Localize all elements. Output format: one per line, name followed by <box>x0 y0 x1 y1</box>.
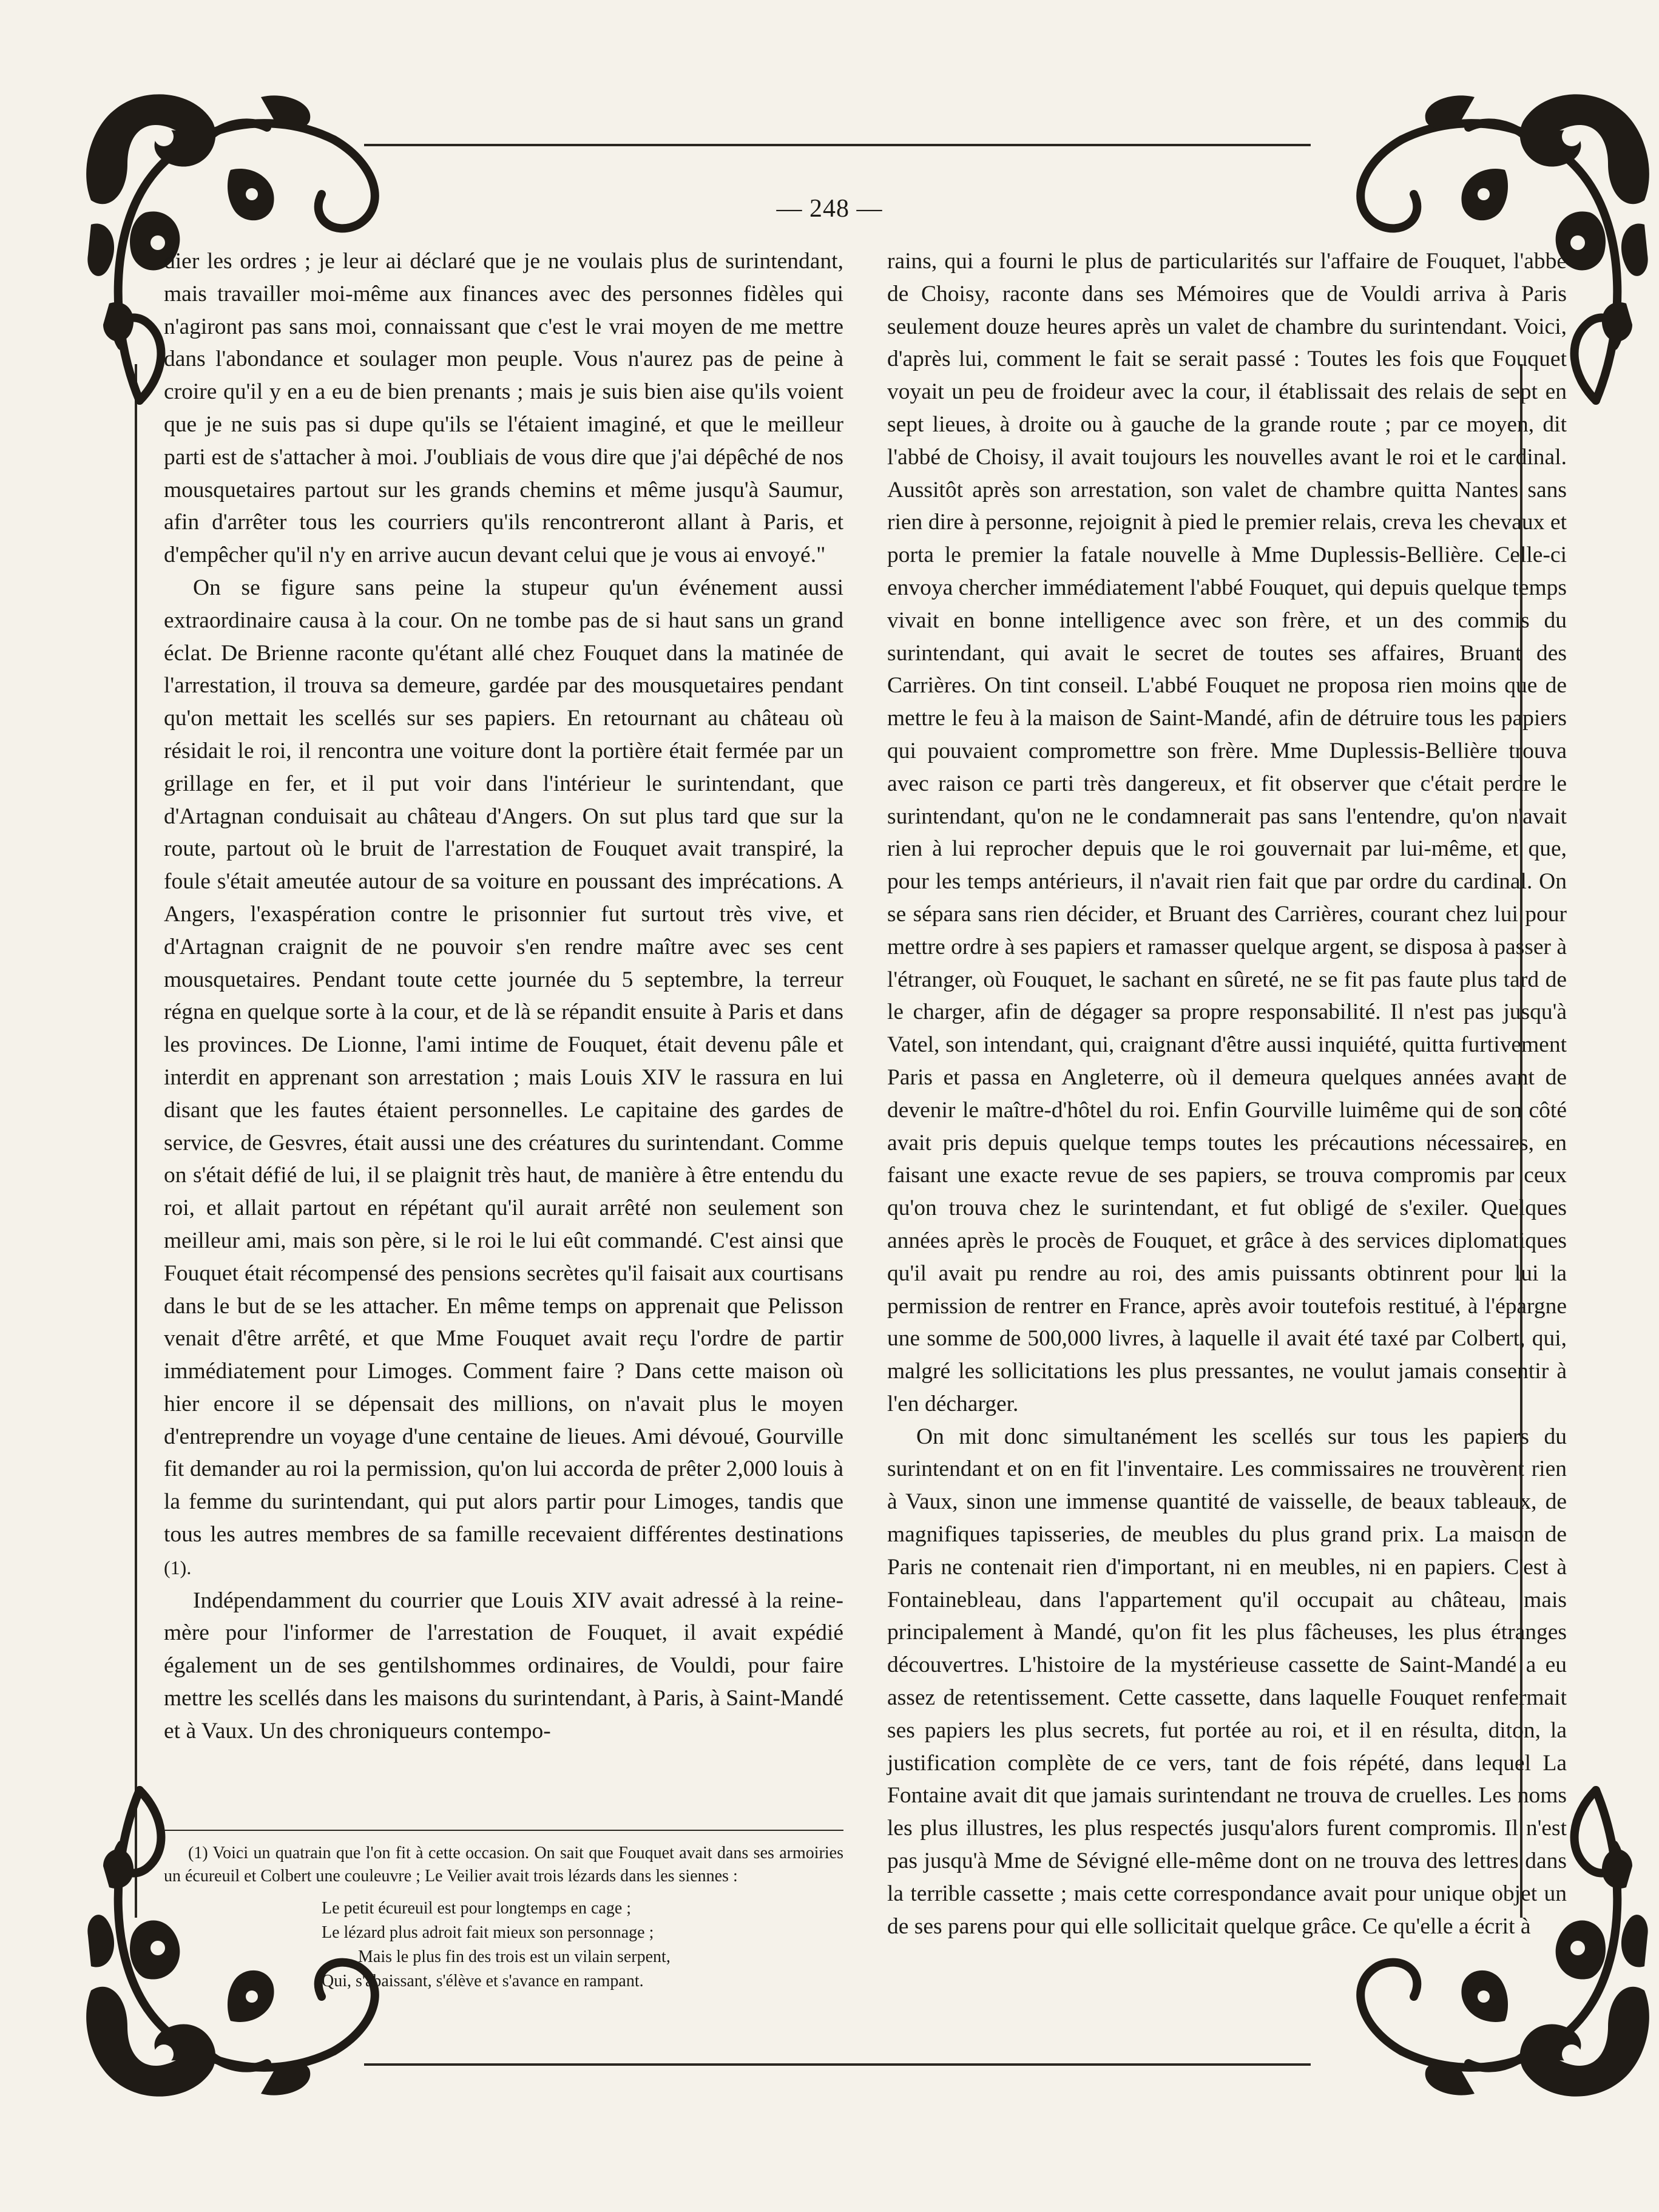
poem-line: Le petit écureuil est pour longtemps en cage ; <box>322 1899 632 1918</box>
footnote-reference: (1). <box>164 1556 192 1578</box>
paragraph: Indépendamment du courrier que Louis XIV avait adressé à la reine-mère pour l'informer de l'arrestation de Fouquet, il avait expédié également un de ses gentilshommes ordinaires, de Vouldi, pour faire mettre les scellés dans les maisons du surintendant, à Paris, à Saint-Mandé et à Vaux. Un des chroniqueurs contempo- <box>164 1588 843 1744</box>
frame-rule-left <box>135 364 137 1918</box>
paragraph-text: On se figure sans peine la stupeur qu'un événement aussi extraordinaire causa à la cour. On ne tombe pas de si haut sans un grand éclat. De Brienne raconte qu'étant allé chez Fouquet dans la matinée de l'arrestation, il trouva sa demeure, gardée par des mousquetaires pendant qu'on mettait les scellés sur ses papiers. En retournant au château où résidait le roi, il rencontra une voiture dont la portière était fermée par un grillage en fer, et il put voir dans l'intérieur le surintendant, que d'Artagnan conduisait au château d'Angers. On sut plus tard que sur la route, partout où le bruit de l'arrestation de Fouquet avait transpiré, la foule s'était ameutée autour de sa voiture en poussant des imprécations. A Angers, l'exaspération contre le prisonnier fut surtout très vive, et d'Artagnan craignit de ne pouvoir s'en rendre maître avec ses cent mousquetaires. Pendant toute cette journée du 5 septembre, la terreur régna en quelque sorte à la cour, et de là se répandit ensuite à Paris et dans les provinces. De Lionne, l'ami intime de Fouquet, était devenu pâle et interdit en apprenant son arrestation ; mais Louis XIV le rassura en lui disant que les fautes étaient personnelles. Le capitaine des gardes de service, de Gesvres, était aussi une des créatures du surintendant. Comme on s'était défié de lui, il se plaignit très haut, de manière à être entendu du roi, et allait partout en répétant qu'il aurait arrêté non seulement son meilleur ami, mais son père, si le roi le lui eût commandé. C'est ainsi que Fouquet était récompensé des pensions secrètes qu'il faisait aux courtisans dans le but de se les attacher. En même temps on apprenait que Pelisson venait d'être arrêté, et que Mme Fouquet avait reçu l'ordre de partir immédiatement pour Limoges. Comment faire ? Dans cette maison où hier encore il se dépensait des millions, on n'avait plus le moyen d'entreprendre un voyage d'une centaine de lieues. Ami dévoué, Gourville fit demander au roi la permission, qu'on lui accorda de prêter 2,000 louis à la femme du surintendant, qui put alors partir pour Limoges, tandis que tous les autres membres de sa famille recevaient différentes destinations <box>164 575 843 1547</box>
right-column <box>887 245 1567 1943</box>
paragraph: rains, qui a fourni le plus de particularités sur l'affaire de Fouquet, l'abbé de Choisy, raconte dans ses Mémoires que de Vouldi arriva à Paris seulement douze heures après un valet de chambre du surintendant. Voici, d'après lui, comment le fait se serait passé : Toutes les fois que Fouquet voyait un peu de froideur avec la cour, il établissait des relais de sept en sept lieues, à droite ou à gauche de la grande route ; par ce moyen, dit l'abbé de Choisy, il avait toujours les nouvelles avant le roi et le cardinal. Aussitôt après son arrestation, son valet de chambre quitta Nantes sans rien dire à personne, rejoignit à pied le premier relais, creva les chevaux et porta le premier la fatale nouvelle à Mme Duplessis-Bellière. Celle-ci envoya chercher immédiatement l'abbé Fouquet, qui depuis quelque temps vivait en bonne intelligence avec son frère, et un des commis du surintendant, qui avait le secret de toutes ses affaires, Bruant des Carrières. On tint conseil. L'abbé Fouquet ne proposa rien moins que de mettre le feu à la maison de Saint-Mandé, afin de détruire tous les papiers qui pouvaient compromettre son frère. Mme Duplessis-Bellière trouva avec raison ce parti très dangereux, et fit observer que c'était perdre le surintendant, qu'on ne le condamnerait pas sans l'entendre, qu'on n'avait rien à lui reprocher depuis que le roi gouvernait par lui-même, et que, pour les temps antérieurs, il n'avait rien fait que par ordre du cardinal. On se sépara sans rien décider, et Bruant des Carrières, courant chez lui pour mettre ordre à ses papiers et ramasser quelque argent, se disposa à passer à l'étranger, où Fouquet, le sachant en sûreté, ne se fit pas faute plus tard de le charger, afin de dégager sa propre responsabilité. Il n'est pas jusqu'à Vatel, son intendant, qui, craignant d'être aussi inquiété, quitta furtivement Paris et passa en Angleterre, où il demeura quelques années avant de devenir le maître-d'hôtel du roi. Enfin Gourville luimême qui de son côté avait pris depuis quelque temps toutes les précautions nécessaires, en faisant une exacte revue de ses papiers, se trouva compromis par ceux qu'on trouva chez le surintendant, et fut obligé de s'exiler. Quelques années après le procès de Fouquet, et grâce à des services diplomatiques qu'il avait pu rendre au roi, des amis puissants obtinrent pour lui la permission de rentrer en France, après avoir toutefois restitué, à l'épargne une somme de 500,000 livres, à laquelle il avait été taxé par Colbert, qui, malgré les sollicitations les plus pressantes, ne voulut jamais consentir à l'en décharger. <box>887 249 1567 1416</box>
poem-line: Qui, s'abaissant, s'élève et s'avance en rampant. <box>322 1972 644 1990</box>
paragraph <box>164 572 843 1585</box>
footnote-divider <box>164 1830 843 1831</box>
poem-line: Mais le plus fin des trois est un vilain serpent, <box>358 1947 671 1966</box>
poem-line: Le lézard plus adroit fait mieux son personnage ; <box>322 1923 654 1942</box>
page-number: — 248 — <box>776 195 883 223</box>
frame-rule-top <box>364 144 1311 146</box>
footnote-poem <box>322 1896 843 1994</box>
paragraph: On mit donc simultanément les scellés sur tous les papiers du surintendant et on en fit l'inventaire. Les commissaires ne trouvèrent rien à Vaux, sinon une immense quantité de vaisselle, de beaux tableaux, de magnifiques tapisseries, de meubles du plus grand prix. La maison de Paris ne contenait rien d'important, ni en meubles, ni en papiers. C'est à Fontainebleau, dans l'appartement qu'il occupait au château, mais principalement à Mandé, qu'on fit les plus fâcheuses, les plus étranges découvertres. L'histoire de la mystérieuse cassette de Saint-Mandé a eu assez de retentissement. Cette cassette, dans laquelle Fouquet renfermait ses papiers les plus secrets, fut portée au roi, et il en résulta, diton, la justification complète de ce vers, tant de fois répété, dans lequel La Fontaine avait dit que jamais surintendant ne trouva de cruelles. Les noms les plus illustres, les plus respectés jusqu'alors furent compromis. Il n'est pas jusqu'à Mme de Sévigné elle-même dont on ne trouva des lettres dans la terrible cassette ; mais cette correspondance avait pour unique objet un de ses parens pour qui elle sollicitait quelque grâce. Ce qu'elle a écrit à <box>887 1424 1567 1939</box>
frame-rule-bottom <box>364 2063 1311 2066</box>
paragraph: dier les ordres ; je leur ai déclaré que je ne voulais plus de surintendant, mais travailler moi-même aux finances avec des personnes fidèles qui n'agiront pas sans moi, connaissant que c'est le vrai moyen de me mettre dans l'abondance et soulager mon peuple. Vous n'aurez pas de peine à croire qu'il y en a eu de bien prenants ; mais je suis bien aise qu'ils voient que je ne suis pas si dupe qu'ils se l'étaient imaginé, et que le meilleur parti est de s'attacher à moi. J'oubliais de vous dire que j'ai dépêché de nos mousquetaires partout sur les grands chemins et même jusqu'à Saumur, afin d'arrêter tous les courriers qu'ils rencontreront allant à Paris, et d'empêcher qu'il n'y en arrive aucun devant celui que je vous ai envoyé." <box>164 249 843 568</box>
left-column <box>164 245 843 1748</box>
footnote-text: (1) Voici un quatrain que l'on fit à cette occasion. On sait que Fouquet avait dans ses armoiries un écureuil et Colbert une couleuvre ; Le Veilier avait trois lézards dans les siennes : <box>164 1844 843 1886</box>
footnote <box>164 1842 843 1994</box>
